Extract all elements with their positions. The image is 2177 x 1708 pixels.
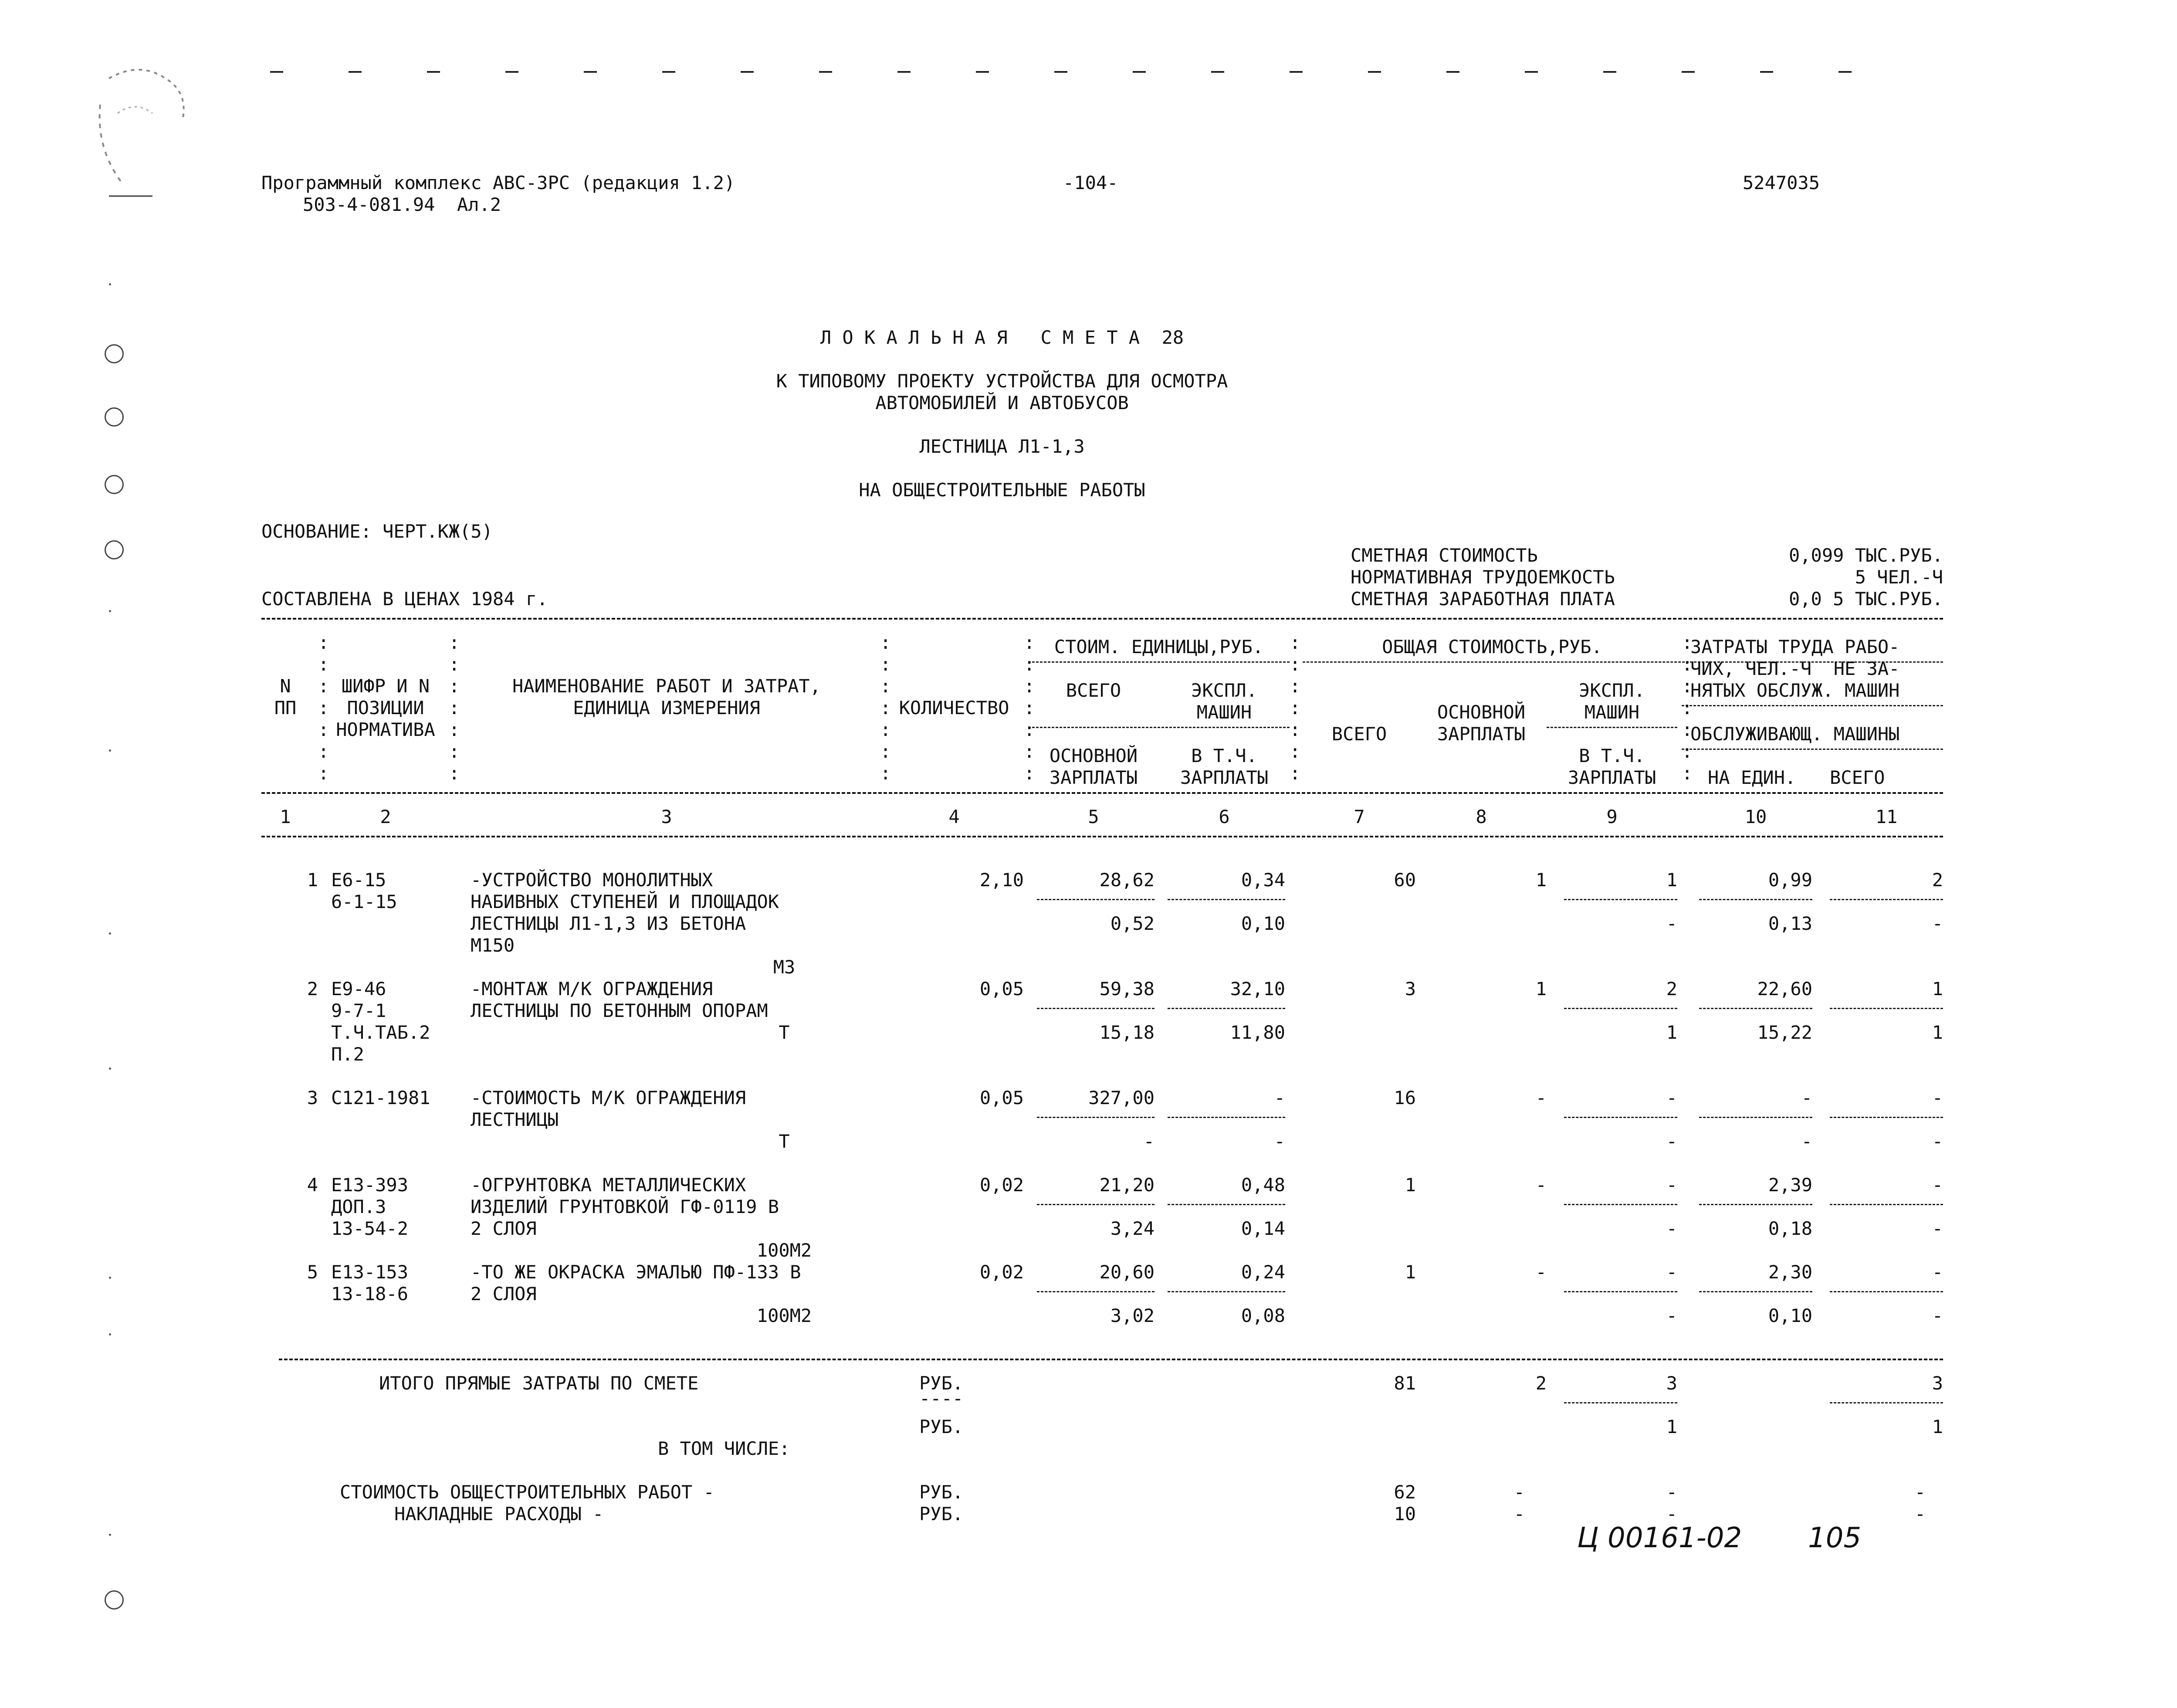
row-labor-unit: 22,60: [1757, 978, 1812, 1000]
row-total-wage: -: [1535, 1174, 1547, 1196]
header-total-labor: ВСЕГО: [1830, 767, 1885, 788]
direct-costs-label: ИТОГО ПРЯМЫЕ ЗАТРАТЫ ПО СМЕТЕ: [379, 1372, 699, 1394]
row-unit-total: 59,38: [1099, 978, 1155, 1000]
row-labor-total: -: [1932, 1261, 1943, 1283]
row-unit-total: 20,60: [1099, 1261, 1155, 1283]
row-total: 1: [1405, 1261, 1416, 1283]
row-subrule: [1564, 1008, 1677, 1009]
works-title: НА ОБЩЕСТРОИТЕЛЬНЫЕ РАБОТЫ: [859, 479, 1145, 501]
row-total-expl-wage: -: [1666, 1305, 1677, 1326]
row-name-line: -МОНТАЖ М/К ОГРАЖДЕНИЯ: [471, 978, 713, 1000]
row-labor-unit: 0,99: [1768, 869, 1812, 891]
row-total: 1: [1405, 1174, 1416, 1196]
row-unit-expl: 0,34: [1241, 869, 1285, 891]
header-total-basic-wage: ОСНОВНОЙ ЗАРПЛАТЫ: [1437, 702, 1526, 745]
header-unit-total: ВСЕГО: [1066, 680, 1121, 701]
row-cipher-line: Е13-393: [331, 1174, 409, 1196]
row-name-line: ЛЕСТНИЦЫ ПО БЕТОННЫМ ОПОРАМ: [471, 1000, 768, 1021]
row-total-expl-wage: 1: [1666, 1022, 1677, 1043]
overhead-total: 10: [1394, 1503, 1416, 1525]
row-unit: 100М2: [756, 1240, 812, 1261]
header-name: НАИМЕНОВАНИЕ РАБОТ И ЗАТРАТ, ЕДИНИЦА ИЗМЕРЕНИЯ: [512, 675, 821, 718]
row-subrule: [1168, 1204, 1285, 1205]
row-name-line: ЛЕСТНИЦЫ: [471, 1109, 559, 1130]
document-title: Л О К А Л Ь Н А Я С М Е Т А 28: [820, 327, 1184, 348]
row-subrule: [1830, 1117, 1943, 1118]
row-name-line: -ТО ЖЕ ОКРАСКА ЭМАЛЬЮ ПФ-133 В: [471, 1261, 801, 1283]
row-labor-total-b: -: [1932, 913, 1943, 934]
row-labor-unit-b: 0,10: [1768, 1305, 1812, 1326]
header-cipher: ШИФР И N ПОЗИЦИИ НОРМАТИВА: [336, 675, 435, 740]
row-unit-basic-wage: -: [1143, 1131, 1155, 1152]
summary-value-labor: 5 ЧЕЛ.-Ч: [1855, 566, 1943, 588]
row-subrule: [1564, 1204, 1677, 1205]
row-subrule: [1168, 1117, 1285, 1118]
program-name: Программный комплекс АВС-3РС (редакция 1.2): [261, 172, 735, 193]
general-works-labor: -: [1914, 1481, 1926, 1503]
row-unit-incl-wage: 0,10: [1241, 913, 1285, 934]
row-subrule: [1830, 1291, 1943, 1292]
row-labor-unit-b: 15,22: [1757, 1022, 1812, 1043]
summary-label-labor: НОРМАТИВНАЯ ТРУДОЕМКОСТЬ: [1351, 566, 1615, 588]
faded-stamp-mark: [83, 52, 266, 240]
row-quantity: 2,10: [979, 869, 1024, 891]
header-total-expl: ЭКСПЛ. МАШИН: [1579, 680, 1645, 723]
row-total: 3: [1405, 978, 1416, 1000]
header-labor: ЗАТРАТЫ ТРУДА РАБО- ЧИХ, ЧЕЛ.-Ч НЕ ЗА- НЯТЫХ ОБСЛУЖ. МАШИН: [1690, 636, 1900, 701]
direct-costs-total: 81: [1394, 1372, 1416, 1394]
general-works-expl: -: [1666, 1481, 1677, 1503]
row-unit: Т: [779, 1022, 790, 1043]
row-unit-total: 21,20: [1099, 1174, 1155, 1196]
row-total-expl: -: [1666, 1087, 1677, 1108]
row-labor-total-b: -: [1932, 1131, 1943, 1152]
row-number: 2: [307, 978, 318, 1000]
row-total-expl: -: [1666, 1261, 1677, 1283]
row-subrule: [1168, 899, 1285, 900]
row-number: 1: [307, 869, 318, 891]
row-unit-basic-wage: 0,52: [1110, 913, 1155, 934]
row-number: 5: [307, 1261, 318, 1283]
row-unit: Т: [779, 1131, 790, 1152]
row-labor-total: 2: [1932, 869, 1943, 891]
column-numbers-rule: [261, 836, 1943, 837]
row-unit: М3: [773, 956, 796, 978]
header-unit-expl: ЭКСПЛ. МАШИН: [1191, 680, 1257, 723]
row-name-line: 2 СЛОЯ: [471, 1283, 537, 1305]
direct-costs-unit: РУБ.: [919, 1372, 964, 1394]
header-subrule-unit: [1028, 661, 1290, 663]
row-cipher-line: С121-1981: [331, 1087, 430, 1108]
header-total-incl-wage: В Т.Ч. ЗАРПЛАТЫ: [1568, 745, 1656, 788]
row-unit: 100М2: [756, 1305, 812, 1326]
row-labor-unit: -: [1801, 1087, 1812, 1108]
row-total-expl-wage: -: [1666, 1131, 1677, 1152]
row-name-line: ЛЕСТНИЦЫ Л1-1,3 ИЗ БЕТОНА: [471, 913, 746, 934]
object-title: ЛЕСТНИЦА Л1-1,3: [919, 436, 1085, 457]
page-number: -104-: [1063, 172, 1118, 193]
general-works-total: 62: [1394, 1481, 1416, 1503]
row-subrule: [1564, 899, 1677, 900]
row-labor-unit: 2,30: [1768, 1261, 1812, 1283]
row-total-wage: -: [1535, 1087, 1547, 1108]
header-subrule-unit-2: [1028, 727, 1290, 728]
direct-costs-labor: 3: [1932, 1372, 1943, 1394]
general-works-label: СТОИМОСТЬ ОБЩЕСТРОИТЕЛЬНЫХ РАБОТ -: [340, 1481, 714, 1503]
row-cipher-line: 13-18-6: [331, 1283, 409, 1305]
header-n: N ПП: [274, 675, 297, 718]
row-labor-unit-b: 0,13: [1768, 913, 1812, 934]
header-unit-cost: СТОИМ. ЕДИНИЦЫ,РУБ.: [1054, 636, 1264, 657]
row-quantity: 0,02: [979, 1261, 1024, 1283]
row-unit-total: 327,00: [1088, 1087, 1155, 1108]
header-subrule-expl: [1547, 727, 1677, 728]
general-works-wage: -: [1513, 1481, 1525, 1503]
row-subrule: [1564, 1117, 1677, 1118]
table-top-rule: [261, 618, 1943, 620]
header-unit-basic-wage: ОСНОВНОЙ ЗАРПЛАТЫ: [1049, 745, 1138, 788]
row-cipher-line: ДОП.3: [331, 1196, 386, 1217]
row-name-line: -СТОИМОСТЬ М/К ОГРАЖДЕНИЯ: [471, 1087, 746, 1108]
row-labor-total: 1: [1932, 978, 1943, 1000]
header-per-unit: НА ЕДИН.: [1708, 767, 1796, 788]
row-subrule: [1168, 1008, 1285, 1009]
row-subrule: [1037, 899, 1155, 900]
summary-value-wage: 0,0 5 ТЫС.РУБ.: [1788, 588, 1943, 610]
row-subrule: [1037, 1291, 1155, 1292]
header-total-all: ВСЕГО: [1331, 723, 1387, 745]
row-quantity: 0,02: [979, 1174, 1024, 1196]
row-total-expl-wage: -: [1666, 913, 1677, 934]
row-labor-total-b: -: [1932, 1305, 1943, 1326]
row-unit-incl-wage: 11,80: [1230, 1022, 1285, 1043]
handwritten-code: Ц 00161-02: [1577, 1522, 1742, 1554]
summary-label-wage: СМЕТНАЯ ЗАРАБОТНАЯ ПЛАТА: [1351, 588, 1615, 610]
row-total-wage: 1: [1535, 978, 1547, 1000]
row-total-expl: 1: [1666, 869, 1677, 891]
row-quantity: 0,05: [979, 1087, 1024, 1108]
row-cipher-line: Т.Ч.ТАБ.2: [331, 1022, 430, 1043]
row-unit-basic-wage: 3,02: [1110, 1305, 1155, 1326]
direct-costs-labor-b: 1: [1932, 1416, 1943, 1437]
summary-value-cost: 0,099 ТЫС.РУБ.: [1788, 545, 1943, 566]
header-unit-incl-wage: В Т.Ч. ЗАРПЛАТЫ: [1180, 745, 1269, 788]
row-total-expl: -: [1666, 1174, 1677, 1196]
row-unit-expl: 0,48: [1241, 1174, 1285, 1196]
row-labor-total: -: [1932, 1174, 1943, 1196]
direct-costs-expl: 3: [1666, 1372, 1677, 1394]
row-unit-expl: -: [1274, 1087, 1285, 1108]
row-subrule: [1037, 1117, 1155, 1118]
header-qty: КОЛИЧЕСТВО: [899, 697, 1009, 718]
row-unit-incl-wage: 0,14: [1241, 1218, 1285, 1239]
row-name-line: НАБИВНЫХ СТУПЕНЕЙ И ПЛОЩАДОК: [471, 891, 779, 912]
row-number: 3: [307, 1087, 318, 1108]
overhead-labor: -: [1914, 1503, 1926, 1525]
row-cipher-line: 9-7-1: [331, 1000, 386, 1021]
row-subrule: [1699, 1204, 1812, 1205]
row-cipher-line: 13-54-2: [331, 1218, 409, 1239]
row-subrule: [1037, 1204, 1155, 1205]
row-subrule: [1830, 899, 1943, 900]
row-subrule: [1699, 1117, 1812, 1118]
header-subrule-labor: [1682, 705, 1943, 706]
row-labor-unit: 2,39: [1768, 1174, 1812, 1196]
row-unit-expl: 0,24: [1241, 1261, 1285, 1283]
header-total-cost: ОБЩАЯ СТОИМОСТЬ,РУБ.: [1382, 636, 1602, 657]
handwritten-page: 105: [1808, 1522, 1862, 1554]
row-name-line: 2 СЛОЯ: [471, 1218, 537, 1239]
overhead-expl: -: [1666, 1503, 1677, 1525]
row-total-wage: -: [1535, 1261, 1547, 1283]
row-total-expl-wage: -: [1666, 1218, 1677, 1239]
document-subtitle-2: АВТОМОБИЛЕЙ И АВТОБУСОВ: [875, 392, 1129, 413]
row-labor-total: -: [1932, 1087, 1943, 1108]
general-works-unit: РУБ.: [919, 1481, 964, 1503]
code-line: 503-4-081.94 Ал.2: [303, 194, 501, 215]
row-name-line: -УСТРОЙСТВО МОНОЛИТНЫХ: [471, 869, 713, 891]
header-bottom-rule: [261, 792, 1943, 794]
row-name-line: М150: [471, 935, 515, 956]
row-subrule: [1830, 1204, 1943, 1205]
row-subrule: [1699, 899, 1812, 900]
row-labor-unit-b: -: [1801, 1131, 1812, 1152]
document-subtitle-1: К ТИПОВОМУ ПРОЕКТУ УСТРОЙСТВА ДЛЯ ОСМОТРА: [776, 370, 1228, 392]
row-unit-expl: 32,10: [1230, 978, 1285, 1000]
row-total-wage: 1: [1535, 869, 1547, 891]
row-unit-basic-wage: 15,18: [1099, 1022, 1155, 1043]
document-number: 5247035: [1743, 172, 1820, 193]
row-labor-total-b: 1: [1932, 1022, 1943, 1043]
including-label: В ТОМ ЧИСЛЕ:: [658, 1438, 790, 1459]
row-subrule: [1699, 1291, 1812, 1292]
row-cipher-line: Е13-153: [331, 1261, 409, 1283]
row-subrule: [1564, 1291, 1677, 1292]
row-name-line: ИЗДЕЛИЙ ГРУНТОВКОЙ ГФ-0119 В: [471, 1196, 779, 1217]
row-quantity: 0,05: [979, 978, 1024, 1000]
direct-costs-dashes: ----: [919, 1388, 964, 1409]
row-cipher-line: Е6-15: [331, 869, 386, 891]
row-unit-basic-wage: 3,24: [1110, 1218, 1155, 1239]
row-unit-total: 28,62: [1099, 869, 1155, 891]
price-level: СОСТАВЛЕНА В ЦЕНАХ 1984 г.: [261, 588, 548, 610]
header-subrule-labor-2: [1682, 749, 1943, 750]
table-bottom-rule: [279, 1359, 1943, 1360]
header-serving: ОБСЛУЖИВАЮЩ. МАШИНЫ: [1690, 723, 1900, 745]
basis: ОСНОВАНИЕ: ЧЕРТ.КЖ(5): [261, 521, 493, 542]
direct-costs-wage: 2: [1535, 1372, 1547, 1394]
direct-costs-unit-2: РУБ.: [919, 1416, 964, 1437]
direct-costs-subrule-2: [1830, 1402, 1943, 1403]
row-cipher-line: П.2: [331, 1044, 364, 1065]
row-total: 16: [1394, 1087, 1416, 1108]
summary-label-cost: СМЕТНАЯ СТОИМОСТЬ: [1351, 545, 1538, 566]
row-subrule: [1037, 1008, 1155, 1009]
row-subrule: [1168, 1291, 1285, 1292]
row-labor-total-b: -: [1932, 1218, 1943, 1239]
row-number: 4: [307, 1174, 318, 1196]
overhead-label: НАКЛАДНЫЕ РАСХОДЫ -: [394, 1503, 604, 1525]
direct-costs-subrule: [1564, 1402, 1677, 1403]
overhead-unit: РУБ.: [919, 1503, 964, 1525]
overhead-wage: -: [1513, 1503, 1525, 1525]
row-name-line: -ОГРУНТОВКА МЕТАЛЛИЧЕСКИХ: [471, 1174, 746, 1196]
row-total-expl: 2: [1666, 978, 1677, 1000]
row-unit-incl-wage: 0,08: [1241, 1305, 1285, 1326]
row-cipher-line: 6-1-15: [331, 891, 397, 912]
row-subrule: [1830, 1008, 1943, 1009]
row-subrule: [1699, 1008, 1812, 1009]
row-unit-incl-wage: -: [1274, 1131, 1285, 1152]
direct-costs-expl-wage: 1: [1666, 1416, 1677, 1437]
row-cipher-line: Е9-46: [331, 978, 386, 1000]
row-labor-unit-b: 0,18: [1768, 1218, 1812, 1239]
row-total: 60: [1394, 869, 1416, 891]
